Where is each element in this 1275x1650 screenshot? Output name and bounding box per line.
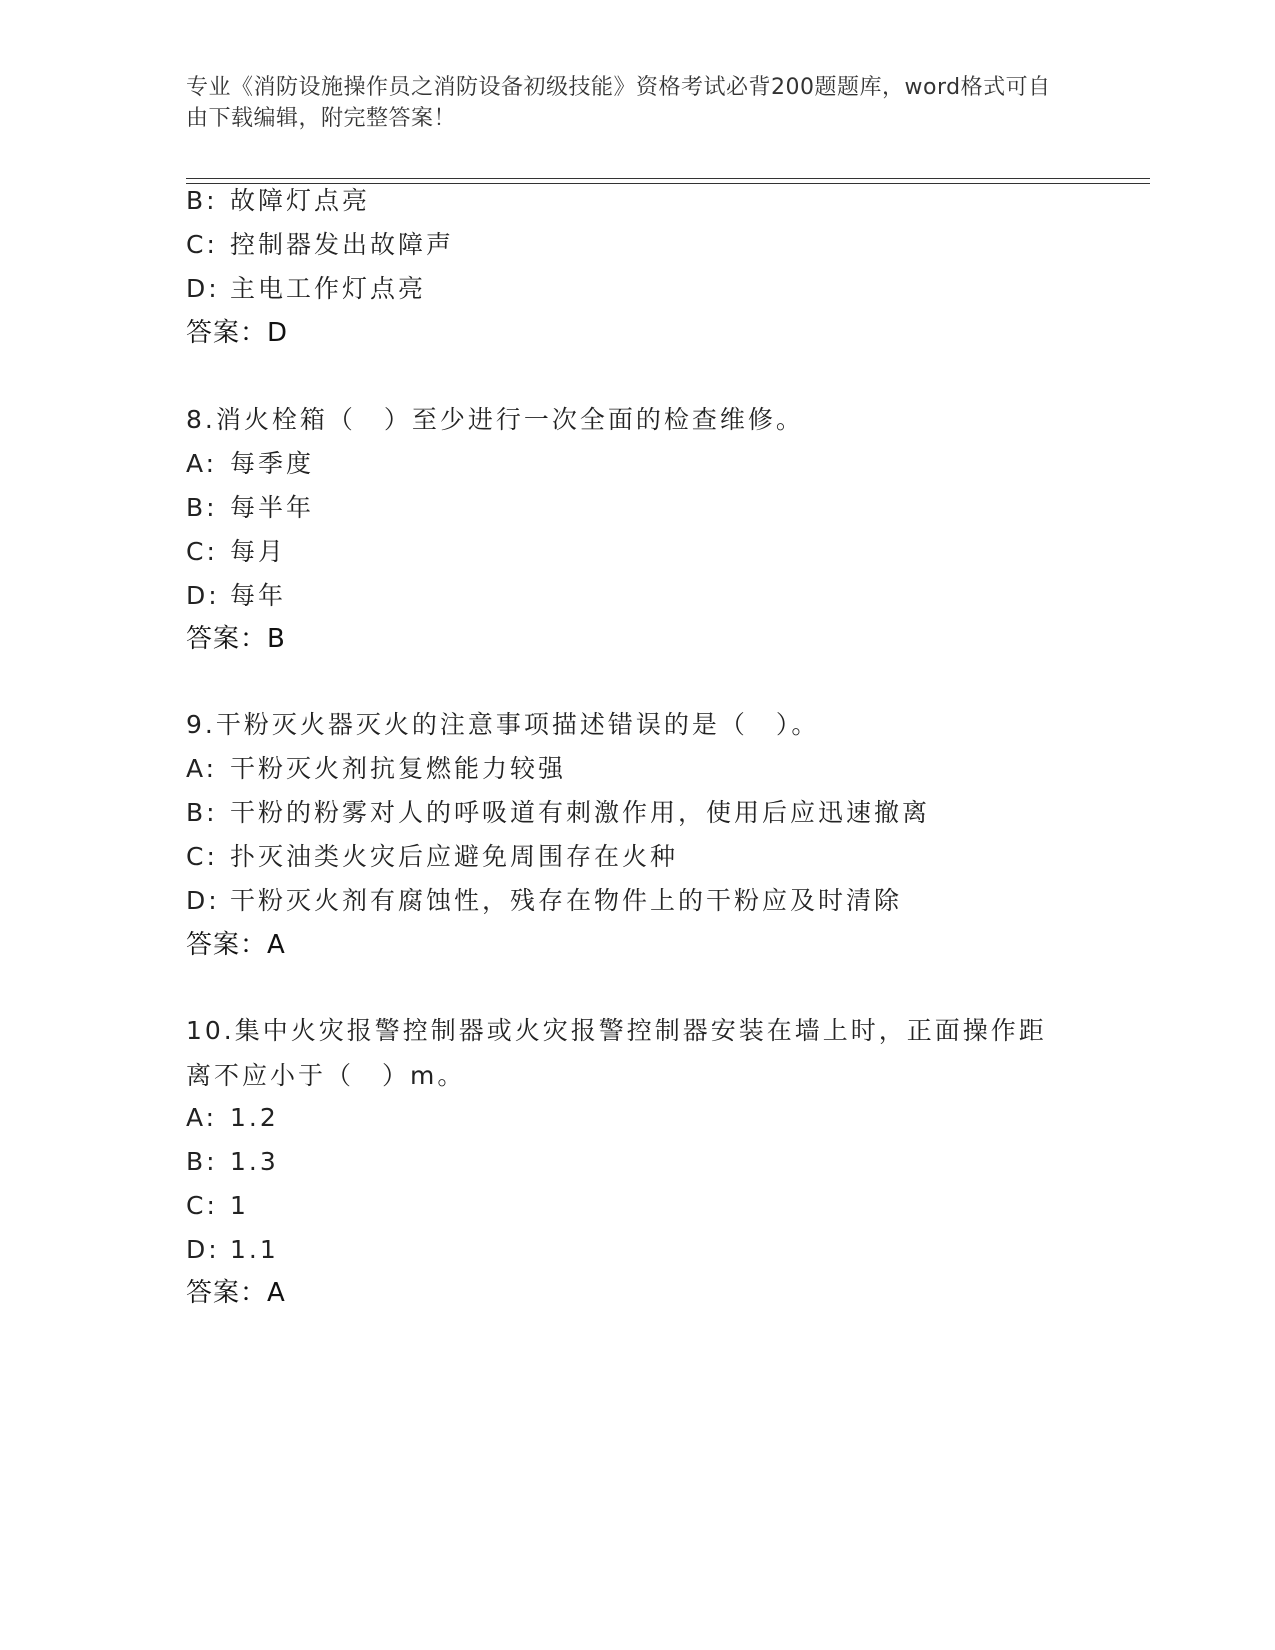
option-row [186, 579, 286, 613]
option-row [186, 447, 314, 481]
answer-line: 答案：D [186, 318, 289, 348]
option-text: 干粉灭火剂有腐蚀性，残存在物件上的干粉应及时清除 [230, 886, 903, 915]
option-label: B: [186, 493, 218, 522]
option-text: 每季度 [230, 449, 315, 478]
option-row [186, 491, 314, 525]
option-label: A: [186, 754, 218, 783]
option-row [186, 535, 286, 569]
option-row [186, 1233, 279, 1267]
option-label: D: [186, 886, 220, 915]
option-label: C: [186, 537, 218, 566]
option-text: 1.3 [230, 1147, 279, 1176]
option-text: 每年 [230, 581, 287, 610]
question-text: 8.消火栓箱（ ）至少进行一次全面的检查维修。 [186, 405, 804, 434]
option-text: 扑灭油类火灾后应避免周围存在火种 [230, 842, 679, 871]
option-label: C: [186, 1191, 218, 1220]
option-row [186, 840, 678, 874]
option-label: C: [186, 230, 218, 259]
option-row [186, 228, 454, 262]
option-label: D: [186, 1235, 220, 1264]
option-label: B: [186, 798, 218, 827]
option-text: 主电工作灯点亮 [230, 274, 427, 303]
option-label: B: [186, 1147, 218, 1176]
option-text: 控制器发出故障声 [230, 230, 455, 259]
option-row [186, 272, 426, 306]
option-text: 1.2 [230, 1103, 279, 1132]
document-header: 专业《消防设施操作员之消防设备初级技能》资格考试必背200题题库，word格式可自由下载编辑，附完整答案！ [186, 75, 1051, 131]
option-label: D: [186, 581, 220, 610]
option-text: 每月 [230, 537, 287, 566]
question-text: 10.集中火灾报警控制器或火灾报警控制器安装在墙上时，正面操作距离不应小于（ ）m。 [186, 1016, 1047, 1090]
option-text: 干粉灭火剂抗复燃能力较强 [230, 754, 567, 783]
option-text: 每半年 [230, 493, 315, 522]
option-text: 1.1 [230, 1235, 279, 1264]
option-label: C: [186, 842, 218, 871]
option-row [186, 796, 930, 830]
option-row [186, 1101, 279, 1135]
option-text: 故障灯点亮 [230, 186, 371, 215]
option-label: D: [186, 274, 220, 303]
option-row [186, 1145, 279, 1179]
option-label: A: [186, 449, 218, 478]
answer-line: 答案：A [186, 1278, 286, 1308]
question-text: 9.干粉灭火器灭火的注意事项描述错误的是（ ）。 [186, 710, 820, 739]
option-text: 干粉的粉雾对人的呼吸道有刺激作用，使用后应迅速撤离 [230, 798, 931, 827]
option-row [186, 184, 370, 218]
answer-line: 答案：A [186, 930, 286, 960]
option-row [186, 752, 566, 786]
option-label: B: [186, 186, 218, 215]
answer-line: 答案：B [186, 624, 286, 654]
option-row [186, 1189, 249, 1223]
option-label: A: [186, 1103, 218, 1132]
option-row [186, 884, 902, 918]
option-text: 1 [230, 1191, 249, 1220]
